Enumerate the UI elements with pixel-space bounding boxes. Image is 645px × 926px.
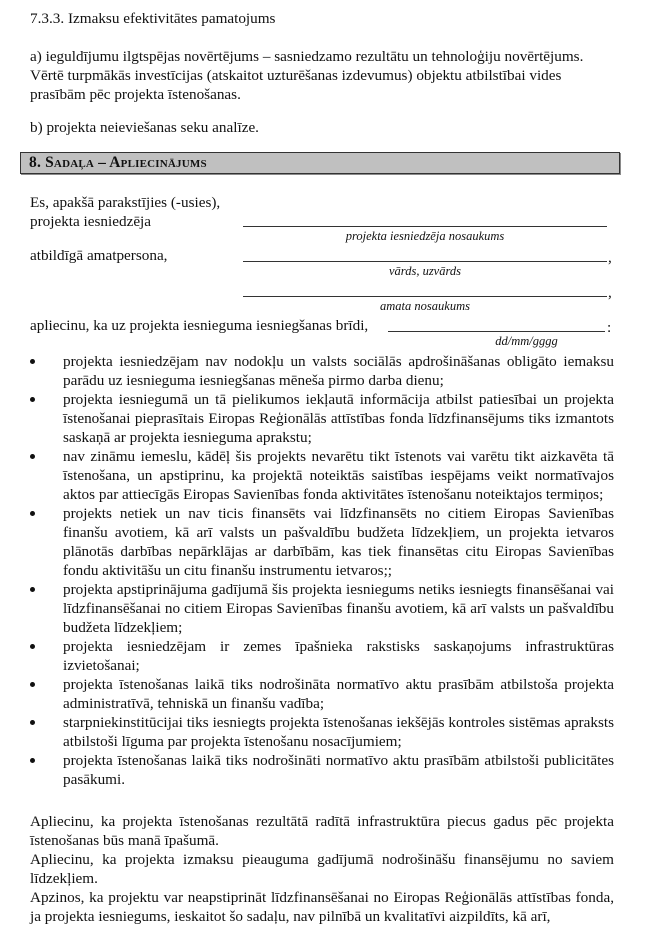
date-caption: dd/mm/gggg: [495, 334, 558, 348]
list-item-text: projekta iesniegumā un tā pielikumos iekļautā informācija atbilst patiesībai un projekta īstenošanai pieprasītais Eiropas Reģionālās attīstības fonda līdzfinansējums tiks izmantots saskaņā ar projekta iesnieguma aprakstu;: [63, 391, 614, 446]
list-item-text: projekta iesniedzējam nav nodokļu un valsts sociālās apdrošināšanas obligāto iemaksu parādu uz iesnieguma iesniegšanas mēneša pirmo darba dienu;: [63, 353, 614, 389]
declaration-intro-line-1: Es, apakšā parakstījies (-usies),: [30, 194, 221, 211]
list-item: [0, 447, 614, 504]
closing-paragraph-2: Apliecinu, ka projekta izmaksu pieauguma gadījumā nodrošināšu finansējumu no saviem līdzekļiem.: [30, 851, 614, 887]
official-position-caption: amata nosaukums: [380, 299, 470, 313]
list-item-text: projekta apstiprinājuma gadījumā šis projekta iesniegums netiks iesniegts finansēšanai vai līdzfinansēšanai no citiem Eiropas Savienības finanšu avotiem, kā arī valsts un pašvaldību budžeta līdzekļiem;: [63, 581, 614, 636]
list-item: [0, 637, 614, 675]
closing-paragraph-3: Apzinos, ka projektu var neapstiprināt līdzfinansēšanai no Eiropas Reģionālās attīstības fonda, ja projekta iesniegums, ieskaitot šo sadaļu, nav pilnībā un kvalitatīvi aizpildīts, kā arī,: [30, 889, 614, 925]
section-header-bar: [20, 152, 620, 174]
list-item: [0, 675, 614, 713]
item-a-line-3: prasībām pēc projekta īstenošanas.: [30, 86, 241, 103]
closing-paragraph-1: Apliecinu, ka projekta īstenošanas rezultātā radītā infrastruktūra piecus gadus pēc projekta īstenošanas būs manā īpašumā.: [30, 813, 614, 849]
item-a-line-1: a) ieguldījumu ilgtspējas novērtējums – sasniedzamo rezultātu un tehnoloģiju novērtējums.: [30, 48, 584, 65]
bullet-icon: [30, 682, 35, 687]
bullet-icon: [30, 511, 35, 516]
bullet-icon: [30, 587, 35, 592]
applicant-name-field[interactable]: [243, 226, 607, 227]
official-label: atbildīgā amatpersona,: [30, 247, 168, 264]
declaration-bullet-list: [0, 352, 645, 789]
applicant-name-caption: projekta iesniedzēja nosaukums: [345, 229, 505, 243]
list-item-text: projekta īstenošanas laikā tiks nodrošināti normatīvo aktu prasībām atbilstoši publicitātes pasākumi.: [63, 752, 614, 788]
section-title: 8. Sadaļa – Apliecinājums: [29, 154, 207, 171]
item-b: b) projekta neieviešanas seku analīze.: [30, 119, 259, 136]
list-item: [0, 713, 614, 751]
list-item: [0, 751, 614, 789]
date-field[interactable]: [388, 331, 605, 332]
official-name-caption: vārds, uzvārds: [389, 264, 461, 278]
bullet-icon: [30, 359, 35, 364]
bullet-icon: [30, 397, 35, 402]
list-item: [0, 580, 614, 637]
date-colon: :: [607, 319, 612, 336]
bullet-icon: [30, 720, 35, 725]
list-item: [0, 352, 614, 390]
list-item-text: nav zināmu iemeslu, kādēļ šis projekts nevarētu tikt īstenots vai varētu tikt aizkavēta tā īstenošana, un apstiprinu, ka projektā noteiktās saistības iespējams veikt normatīvajos aktos par attiecīgās Eiropas Savienības fonda aktivitātes īstenošanu noteiktajos termiņos;: [63, 448, 614, 503]
official-position-field[interactable]: [243, 296, 607, 297]
confirm-label: apliecinu, ka uz projekta iesnieguma iesniegšanas brīdi,: [30, 317, 369, 334]
official-name-comma: ,: [608, 249, 612, 266]
list-item-text: starpniekinstitūcijai tiks iesniegts projekta īstenošanas iekšējās kontroles sistēmas apraksts atbilstoši līguma par projekta īstenošanu nosacījumiem;: [63, 714, 614, 750]
official-name-field[interactable]: [243, 261, 607, 262]
declaration-intro-line-2: projekta iesniedzēja: [30, 213, 152, 230]
list-item: [0, 504, 614, 580]
list-item-text: projekta īstenošanas laikā tiks nodrošināta normatīvo aktu prasībām atbilstoša projekta administratīvā, tehniskā un finanšu vadība;: [63, 676, 614, 712]
list-item-text: projekts netiek un nav ticis finansēts vai līdzfinansēts no citiem Eiropas Savienības finanšu avotiem, kā arī valsts un pašvaldību budžeta līdzekļiem, un projekta ietvaros plānotās darbības nepārklājas ar darbībām, kas tiek finansētas citu Eiropas Savienības fondu aktivitāšu un citu finanšu instrumentu ietvaros;;: [63, 505, 614, 579]
list-item-text: projekta iesniedzējam ir zemes īpašnieka rakstisks saskaņojums infrastruktūras izvietošanai;: [63, 638, 614, 674]
list-item: [0, 390, 614, 447]
official-position-comma: ,: [608, 284, 612, 301]
subsection-heading: 7.3.3. Izmaksu efektivitātes pamatojums: [30, 10, 276, 27]
bullet-icon: [30, 644, 35, 649]
bullet-icon: [30, 454, 35, 459]
bullet-icon: [30, 758, 35, 763]
item-a-line-2: Vērtē turpmākās investīcijas (atskaitot uzturēšanas izdevumus) objektu atbilstībai vides: [30, 67, 562, 84]
